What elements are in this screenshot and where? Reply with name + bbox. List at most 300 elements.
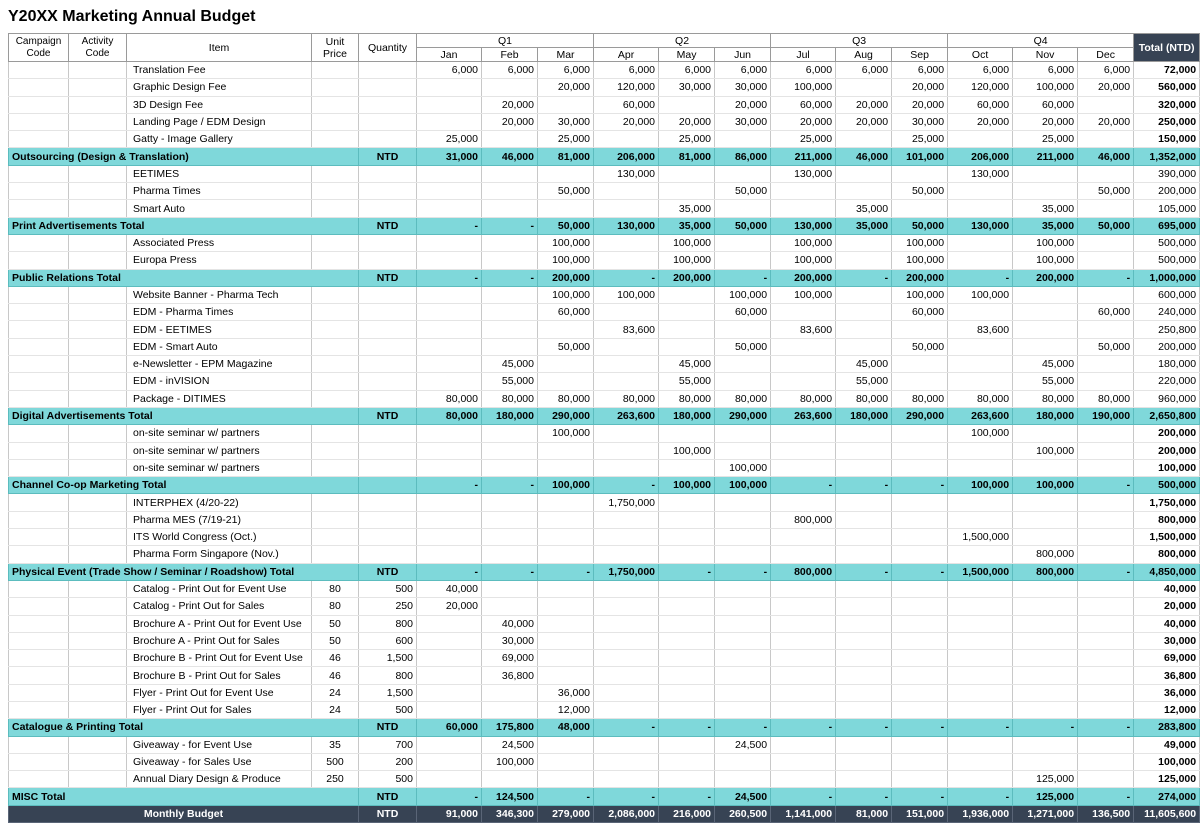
month-value-cell: 83,600 [771,321,836,338]
month-value-cell [482,546,538,563]
row-total-cell: 49,000 [1134,736,1200,753]
subtotal-month-cell: - [659,563,715,580]
month-value-cell [836,234,892,251]
quantity-cell [359,459,417,476]
header-month-jul: Jul [771,48,836,62]
month-value-cell [836,615,892,632]
row-total-cell: 69,000 [1134,650,1200,667]
unit-price-cell [312,96,359,113]
month-value-cell [417,373,482,390]
month-value-cell [715,252,771,269]
month-value-cell [715,529,771,546]
month-value-cell [594,771,659,788]
month-value-cell [771,736,836,753]
month-value-cell [594,131,659,148]
month-value-cell [417,442,482,459]
month-value-cell [836,632,892,649]
subtotal-total-cell: 1,000,000 [1134,269,1200,286]
table-row [9,234,1200,251]
quantity-cell [359,529,417,546]
activity-code-cell [69,373,127,390]
quantity-cell [359,131,417,148]
month-value-cell: 36,800 [482,667,538,684]
subtotal-month-cell: 35,000 [1013,217,1078,234]
month-value-cell [659,494,715,511]
quantity-cell: 500 [359,701,417,718]
month-value-cell [482,131,538,148]
month-value-cell [1078,131,1134,148]
month-value-cell [836,165,892,182]
unit-price-cell [312,425,359,442]
campaign-code-cell [9,96,69,113]
month-value-cell [594,425,659,442]
subtotal-month-cell: - [948,269,1013,286]
unit-price-cell [312,200,359,217]
month-value-cell: 20,000 [836,96,892,113]
subtotal-month-cell: - [1013,719,1078,736]
month-value-cell [1078,771,1134,788]
table-row [9,321,1200,338]
header-campaign-code: Campaign Code [9,34,69,62]
subtotal-month-cell: 2,086,000 [594,805,659,822]
row-total-cell: 125,000 [1134,771,1200,788]
month-value-cell [538,615,594,632]
month-value-cell [659,598,715,615]
subtotal-total-cell: 274,000 [1134,788,1200,805]
subtotal-row [9,719,1200,736]
month-value-cell [417,321,482,338]
month-value-cell [771,598,836,615]
subtotal-month-cell: 290,000 [892,407,948,424]
subtotal-month-cell: 100,000 [659,477,715,494]
month-value-cell: 20,000 [892,79,948,96]
unit-price-cell: 46 [312,667,359,684]
header-month-oct: Oct [948,48,1013,62]
month-value-cell: 25,000 [538,131,594,148]
month-value-cell [538,356,594,373]
month-value-cell [538,494,594,511]
subtotal-month-cell: - [482,269,538,286]
table-row [9,701,1200,718]
month-value-cell [715,684,771,701]
month-value-cell [594,701,659,718]
subtotal-month-cell: 346,300 [482,805,538,822]
subtotal-total-cell: 283,800 [1134,719,1200,736]
row-total-cell: 40,000 [1134,580,1200,597]
month-value-cell [659,753,715,770]
activity-code-cell [69,338,127,355]
activity-code-cell [69,165,127,182]
item-cell: Brochure B - Print Out for Event Use [127,650,312,667]
subtotal-month-cell: 211,000 [1013,148,1078,165]
subtotal-row [9,788,1200,805]
unit-price-cell [312,62,359,79]
month-value-cell [771,494,836,511]
month-value-cell [948,736,1013,753]
month-value-cell [836,442,892,459]
row-total-cell: 36,000 [1134,684,1200,701]
month-value-cell: 55,000 [482,373,538,390]
quantity-cell: 500 [359,580,417,597]
subtotal-total-cell: 4,850,000 [1134,563,1200,580]
month-value-cell [659,183,715,200]
month-value-cell [1013,736,1078,753]
month-value-cell [482,79,538,96]
currency-cell: NTD [359,788,417,805]
activity-code-cell [69,286,127,303]
quantity-cell [359,200,417,217]
month-value-cell: 125,000 [1013,771,1078,788]
quantity-cell: 500 [359,771,417,788]
month-value-cell [836,529,892,546]
month-value-cell: 6,000 [771,62,836,79]
month-value-cell [771,442,836,459]
month-value-cell [892,632,948,649]
month-value-cell [594,511,659,528]
subtotal-month-cell: - [594,788,659,805]
month-value-cell: 20,000 [482,113,538,130]
month-value-cell [892,546,948,563]
item-cell: Giveaway - for Event Use [127,736,312,753]
activity-code-cell [69,62,127,79]
month-value-cell [948,373,1013,390]
subtotal-total-cell: 500,000 [1134,477,1200,494]
row-total-cell: 1,500,000 [1134,529,1200,546]
activity-code-cell [69,494,127,511]
table-row [9,529,1200,546]
unit-price-cell [312,338,359,355]
month-value-cell [1013,701,1078,718]
header-month-feb: Feb [482,48,538,62]
month-value-cell [771,200,836,217]
month-value-cell [948,200,1013,217]
subtotal-month-cell: - [892,788,948,805]
activity-code-cell [69,615,127,632]
month-value-cell [482,459,538,476]
month-value-cell [715,442,771,459]
row-total-cell: 500,000 [1134,234,1200,251]
campaign-code-cell [9,304,69,321]
month-value-cell: 100,000 [771,286,836,303]
month-value-cell [948,356,1013,373]
month-value-cell [594,338,659,355]
month-value-cell [1013,183,1078,200]
item-cell: Annual Diary Design & Produce [127,771,312,788]
item-cell: Europa Press [127,252,312,269]
row-total-cell: 72,000 [1134,62,1200,79]
unit-price-cell [312,234,359,251]
item-cell: Gatty - Image Gallery [127,131,312,148]
month-value-cell [417,252,482,269]
quantity-cell: 800 [359,615,417,632]
month-value-cell [836,304,892,321]
month-value-cell [1078,356,1134,373]
unit-price-cell [312,321,359,338]
month-value-cell [417,356,482,373]
month-value-cell: 69,000 [482,650,538,667]
month-value-cell: 25,000 [771,131,836,148]
month-value-cell [417,546,482,563]
unit-price-cell [312,165,359,182]
subtotal-month-cell: 216,000 [659,805,715,822]
subtotal-month-cell: - [1078,477,1134,494]
month-value-cell: 6,000 [594,62,659,79]
table-row [9,113,1200,130]
month-value-cell: 80,000 [771,390,836,407]
subtotal-month-cell: 279,000 [538,805,594,822]
month-value-cell [1078,736,1134,753]
activity-code-cell [69,234,127,251]
month-value-cell [538,632,594,649]
budget-table [8,33,1200,823]
campaign-code-cell [9,62,69,79]
subtotal-month-cell: - [417,269,482,286]
month-value-cell [594,684,659,701]
month-value-cell [771,356,836,373]
month-value-cell: 60,000 [892,304,948,321]
table-row [9,598,1200,615]
month-value-cell: 20,000 [1078,79,1134,96]
subtotal-month-cell: - [594,477,659,494]
month-value-cell [659,165,715,182]
subtotal-month-cell: - [482,217,538,234]
subtotal-label: Channel Co-op Marketing Total [9,477,359,494]
subtotal-month-cell: - [892,719,948,736]
month-value-cell [594,667,659,684]
subtotal-month-cell: - [417,563,482,580]
row-total-cell: 200,000 [1134,338,1200,355]
month-value-cell: 100,000 [715,286,771,303]
activity-code-cell [69,79,127,96]
month-value-cell [482,494,538,511]
quantity-cell: 600 [359,632,417,649]
month-value-cell [482,701,538,718]
month-value-cell: 80,000 [594,390,659,407]
activity-code-cell [69,632,127,649]
month-value-cell [892,442,948,459]
month-value-cell [892,529,948,546]
row-total-cell: 20,000 [1134,598,1200,615]
subtotal-month-cell: 81,000 [538,148,594,165]
row-total-cell: 240,000 [1134,304,1200,321]
currency-cell: NTD [359,269,417,286]
month-value-cell: 30,000 [715,79,771,96]
subtotal-month-cell: 24,500 [715,788,771,805]
month-value-cell [1078,252,1134,269]
month-value-cell [836,667,892,684]
campaign-code-cell [9,701,69,718]
subtotal-month-cell: 290,000 [715,407,771,424]
month-value-cell [1078,442,1134,459]
currency-cell: NTD [359,407,417,424]
quantity-cell [359,62,417,79]
campaign-code-cell [9,356,69,373]
subtotal-month-cell: 1,936,000 [948,805,1013,822]
month-value-cell [594,753,659,770]
month-value-cell: 80,000 [948,390,1013,407]
subtotal-row [9,407,1200,424]
subtotal-month-cell: 190,000 [1078,407,1134,424]
month-value-cell [771,183,836,200]
month-value-cell [417,96,482,113]
item-cell: on-site seminar w/ partners [127,425,312,442]
subtotal-month-cell: 100,000 [948,477,1013,494]
month-value-cell [771,650,836,667]
month-value-cell: 60,000 [1078,304,1134,321]
month-value-cell [417,736,482,753]
month-value-cell: 100,000 [538,286,594,303]
month-value-cell: 36,000 [538,684,594,701]
month-value-cell: 55,000 [659,373,715,390]
month-value-cell [659,511,715,528]
month-value-cell [594,546,659,563]
month-value-cell [715,511,771,528]
month-value-cell: 20,000 [1013,113,1078,130]
subtotal-month-cell: 46,000 [482,148,538,165]
table-row [9,165,1200,182]
campaign-code-cell [9,580,69,597]
subtotal-month-cell: 800,000 [771,563,836,580]
month-value-cell [538,459,594,476]
month-value-cell [1013,304,1078,321]
table-row [9,62,1200,79]
month-value-cell [948,511,1013,528]
month-value-cell [836,580,892,597]
month-value-cell [1078,511,1134,528]
subtotal-month-cell: - [659,788,715,805]
quantity-cell [359,338,417,355]
month-value-cell: 50,000 [1078,338,1134,355]
activity-code-cell [69,183,127,200]
month-value-cell [715,131,771,148]
activity-code-cell [69,511,127,528]
subtotal-month-cell: 200,000 [892,269,948,286]
month-value-cell [594,356,659,373]
campaign-code-cell [9,684,69,701]
month-value-cell [538,650,594,667]
subtotal-month-cell: 263,600 [594,407,659,424]
month-value-cell: 24,500 [482,736,538,753]
subtotal-month-cell: 180,000 [659,407,715,424]
month-value-cell [892,667,948,684]
subtotal-month-cell: 1,500,000 [948,563,1013,580]
subtotal-month-cell: 1,750,000 [594,563,659,580]
row-total-cell: 800,000 [1134,511,1200,528]
month-value-cell: 20,000 [417,598,482,615]
campaign-code-cell [9,113,69,130]
month-value-cell [417,529,482,546]
unit-price-cell [312,390,359,407]
campaign-code-cell [9,598,69,615]
header-q4: Q4 [948,34,1134,48]
month-value-cell [417,494,482,511]
subtotal-month-cell: - [836,563,892,580]
month-value-cell [892,684,948,701]
month-value-cell: 6,000 [659,62,715,79]
unit-price-cell [312,286,359,303]
subtotal-total-cell: 695,000 [1134,217,1200,234]
month-value-cell: 6,000 [836,62,892,79]
month-value-cell [659,425,715,442]
month-value-cell [538,442,594,459]
activity-code-cell [69,304,127,321]
subtotal-month-cell: 130,000 [948,217,1013,234]
month-value-cell: 6,000 [482,62,538,79]
table-row [9,459,1200,476]
subtotal-month-cell: 130,000 [594,217,659,234]
month-value-cell [715,425,771,442]
month-value-cell [771,425,836,442]
subtotal-month-cell: - [892,563,948,580]
subtotal-month-cell: 263,600 [771,407,836,424]
month-value-cell [836,425,892,442]
month-value-cell [1013,321,1078,338]
subtotal-month-cell: 60,000 [417,719,482,736]
month-value-cell: 100,000 [1013,79,1078,96]
month-value-cell [892,356,948,373]
month-value-cell [1013,425,1078,442]
month-value-cell [836,771,892,788]
month-value-cell: 55,000 [1013,373,1078,390]
row-total-cell: 200,000 [1134,425,1200,442]
month-value-cell [1078,598,1134,615]
table-row [9,96,1200,113]
month-value-cell [417,425,482,442]
month-value-cell [892,200,948,217]
month-value-cell [836,338,892,355]
subtotal-month-cell: 180,000 [836,407,892,424]
unit-price-cell: 35 [312,736,359,753]
month-value-cell [417,667,482,684]
campaign-code-cell [9,736,69,753]
month-value-cell [659,684,715,701]
unit-price-cell [312,459,359,476]
table-row [9,494,1200,511]
item-cell: EDM - Pharma Times [127,304,312,321]
subtotal-month-cell: - [836,719,892,736]
month-value-cell [1013,650,1078,667]
month-value-cell [482,771,538,788]
row-total-cell: 200,000 [1134,442,1200,459]
quantity-cell [359,356,417,373]
item-cell: Catalog - Print Out for Sales [127,598,312,615]
month-value-cell [417,338,482,355]
month-value-cell [892,650,948,667]
currency-cell: NTD [359,719,417,736]
month-value-cell [594,252,659,269]
quantity-cell [359,286,417,303]
subtotal-month-cell: 200,000 [659,269,715,286]
monthly-budget-row [9,805,1200,822]
month-value-cell [715,373,771,390]
subtotal-month-cell: - [482,563,538,580]
month-value-cell [659,615,715,632]
month-value-cell [1013,684,1078,701]
month-value-cell: 83,600 [948,321,1013,338]
month-value-cell [659,286,715,303]
month-value-cell: 12,000 [538,701,594,718]
month-value-cell [1013,286,1078,303]
month-value-cell: 35,000 [1013,200,1078,217]
month-value-cell [417,286,482,303]
month-value-cell [892,753,948,770]
month-value-cell [1078,615,1134,632]
month-value-cell [659,459,715,476]
month-value-cell [594,459,659,476]
month-value-cell [482,598,538,615]
subtotal-month-cell: 200,000 [771,269,836,286]
activity-code-cell [69,684,127,701]
